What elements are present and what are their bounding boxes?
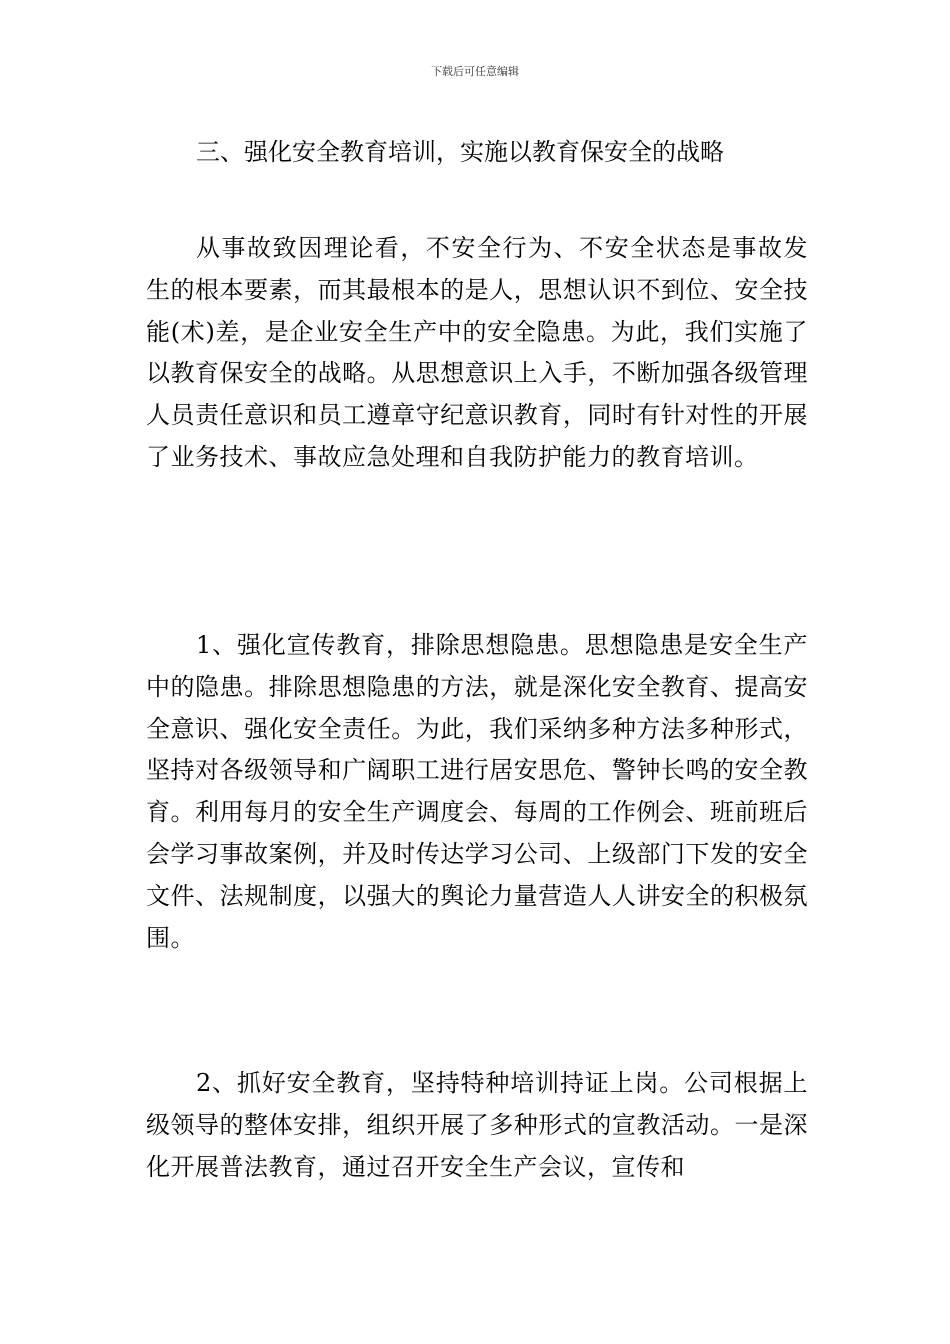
header-note: 下载后可任意编辑 [431,65,519,78]
section-title: 三、强化安全教育培训，实施以教育保安全的战略 [196,138,724,166]
paragraph-2: 1、强化宣传教育，排除思想隐患。思想隐患是安全生产中的隐患。排除思想隐患的方法，就是深化安全教育、提高安全意识、强化安全责任。为此，我们采纳多种方法多种形式，坚持对各级领导和广阔职工进行居安思危、警钟长鸣的安全教育。利用每月的安全生产调度会、每周的工作例会、班前班后会学习事故案例，并及时传达学习公司、上级部门下发的安全文件、法规制度，以强大的舆论力量营造人人讲安全的积极氛围。 [146,631,808,952]
paragraph-3: 2、抓好安全教育，坚持特种培训持证上岗。公司根据上级领导的整体安排，组织开展了多种形式的宣教活动。一是深化开展普法教育，通过召开安全生产会议，宣传和 [146,1069,808,1181]
paragraph-1-container [146,228,808,479]
paragraph-1: 从事故致因理论看，不安全行为、不安全状态是事故发生的根本要素，而其最根本的是人，思想认识不到位、安全技能(术)差，是企业安全生产中的安全隐患。为此，我们实施了以教育保安全的战略。从思想意识上入手，不断加强各级管理人员责任意识和员工遵章守纪意识教育，同时有针对性的开展了业务技术、事故应急处理和自我防护能力的教育培训。 [146,234,808,471]
paragraph-2-container [146,625,808,959]
paragraph-3-container [146,1063,808,1188]
